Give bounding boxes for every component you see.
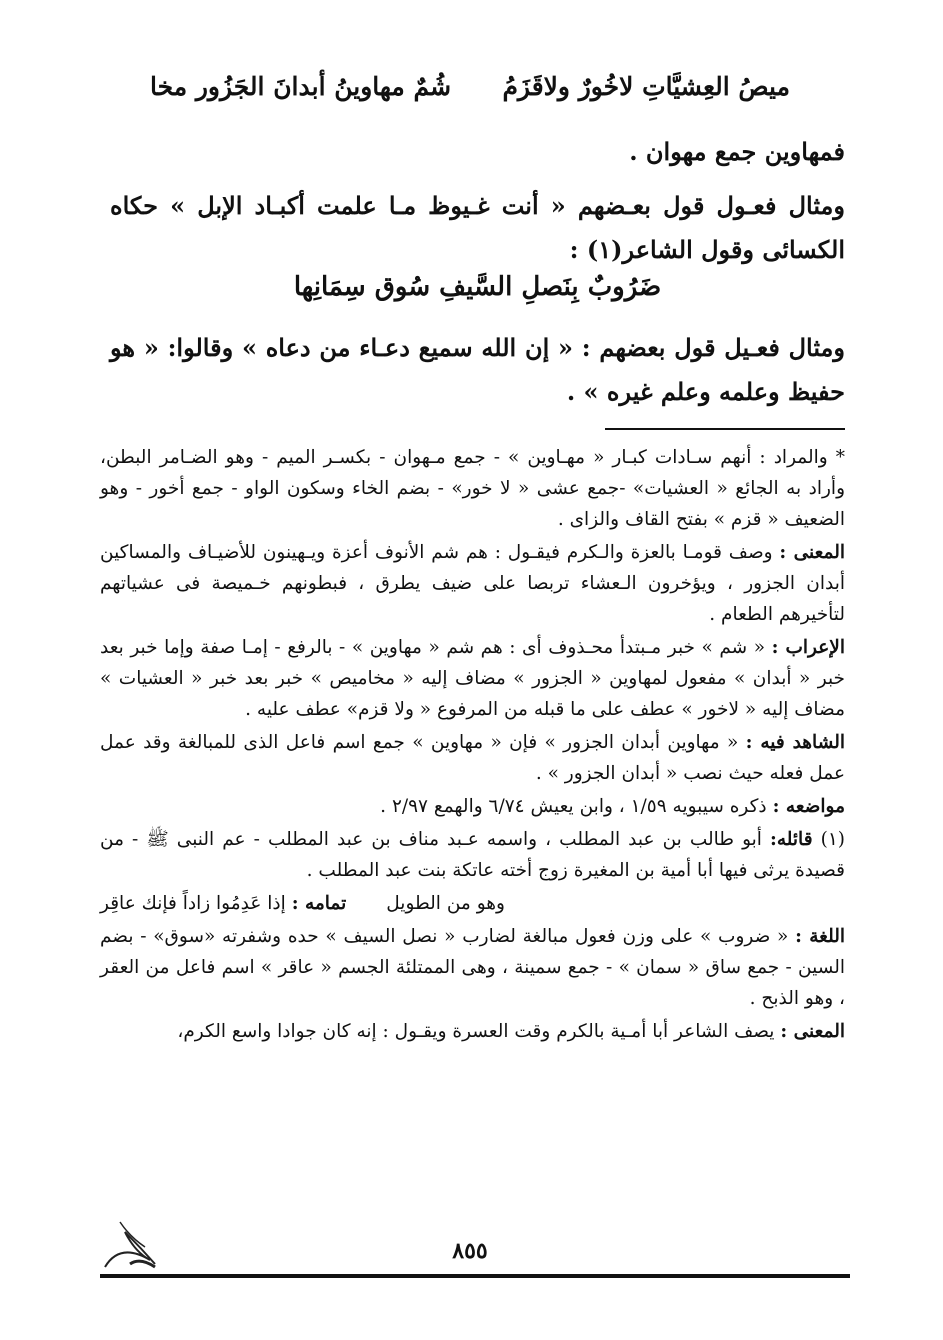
lugha-label: اللغة :: [795, 926, 845, 947]
footnote-irab: [100, 632, 845, 725]
footnote-number-marker: (١): [820, 829, 845, 850]
paragraph-faool-example: ومثال فعـول قول بعـضهم « أنت غـيوظ مـا علمت أكبـاد الإبل » حكاه الكسائى وقول الشاعر(١) :: [110, 191, 845, 264]
footnote-mawadi: [100, 791, 845, 822]
lugha-text: « ضروب » على وزن فعول مبالغة لضارب « نصل السيف » حده وشفرته «سوق» - بضم السين - جمع ساق « سمان » - جمع سمينة ، وهى الممتلئة الجسم « عاقر » اسم فاعل من العقر ، وهو الذبح .: [100, 926, 845, 1009]
tamamuh-text: إذا عَدِمُوا زاداً فإنك عاقِر: [100, 893, 286, 914]
maana2-text: يصف الشاعر أبا أمـية بالكرم وقت العسرة ويقـول : إنه كان جوادا واسع الكرم،: [177, 1021, 775, 1042]
tamamuh-label: تمامه :: [291, 893, 347, 914]
irab-text: « شم » خبر مـبتدأ محـذوف أى : هم شم « مهاوين » - بالرفع - إمـا صفة وإما خبر بعد خبر « أبدان » مفعول لمهاوين « الجزور » مضاف إليه « مخاميص » خبر بعد خبر « العشيات » مضاف إليه « لاخور » عطف على ما قبله من المرفوع « ولا قزم» عطف عليه .: [100, 637, 845, 720]
murad-text: والمراد : أنهم سـادات كبـار « مهـاوين » - جمع مـهوان - بكسـر الميم - وهو الضـامر البطن، وأراد به الجائع « العشيات» -جمع عشى « لا خور» - بضم الخاء وسكون الواو - جمع أخور - وهو الضعيف « قزم » بفتح القاف والزاى .: [100, 447, 845, 530]
footnote-shahid: [100, 727, 845, 789]
shahid-label: الشاهد فيه :: [745, 732, 845, 753]
page-number: ٨٥٥: [452, 1238, 488, 1264]
footnotes: [100, 442, 845, 1049]
corner-ornament-icon: [100, 1212, 160, 1272]
verse-hemistich-right: شُمٌ مهاوينُ أبدانَ الجَزُور مخا: [150, 72, 452, 101]
irab-label: الإعراب :: [771, 637, 845, 658]
qailuh-label: قائله:: [770, 829, 813, 850]
footnote-murad: [100, 442, 845, 535]
verse-line-2: ضَرُوبٌ بِنَصلِ السَّيفِ سُوق سِمَانِها: [293, 272, 662, 302]
footnote-maana-1: [100, 537, 845, 630]
footnote-tamamuh: [100, 888, 845, 919]
plural-explanation: فمهاوين جمع مهوان .: [629, 137, 845, 166]
footnote-maana-2: [100, 1016, 845, 1047]
maana-label: المعنى :: [779, 542, 845, 563]
shahid-text: « مهاوين أبدان الجزور » فإن « مهاوين » جمع اسم فاعل الذى للمبالغة وقد عمل عمل فعله حيث نصب « أبدان الجزور » .: [100, 732, 845, 784]
verse-line-1: [150, 72, 790, 120]
footnote-lugha: [100, 921, 845, 1014]
tamamuh-meter: وهو من الطويل: [386, 893, 505, 914]
qailuh-text: أبو طالب بن عبد المطلب ، واسمه عـبد مناف بن عبد المطلب - عم النبى ﷺ - من قصيدة يرثى فيها أبا أمية بن المغيرة زوج أخته عاتكة بنت عبد المطلب .: [100, 829, 845, 881]
paragraph-faeel-example: ومثال فعـيل قول بعضهم : « إن الله سميع دعـاء من دعاه » وقالوا: « هو حفيظ وعلمه وعلم غيره » .: [110, 333, 845, 406]
mawadi-label: مواضعه :: [772, 796, 845, 817]
verse-hemistich-left: ميصُ العِشيَّاتِ لاخُورٌ ولاقَزَمُ: [502, 72, 790, 101]
footnote-star-marker: *: [835, 447, 845, 468]
footnote-qailuh: [100, 824, 845, 886]
footnote-separator: [605, 428, 845, 430]
maana-text: وصف قومـا بالعزة والـكرم فيقـول : هم شم الأنوف أعزة ويـهينون للأضيـاف والمساكين أبدان الجزور ، ويؤخرون الـعشاء تربصا على ضيف يطرق ، فبطونهم خـميصة فى عشياتهم لتأخيرهم الطعام .: [100, 542, 845, 625]
maana2-label: المعنى :: [780, 1021, 845, 1042]
mawadi-text: ذكره سيبويه ١/٥٩ ، وابن يعيش ٦/٧٤ والهمع ٢/٩٧ .: [380, 796, 767, 817]
bottom-rule: [100, 1274, 850, 1278]
